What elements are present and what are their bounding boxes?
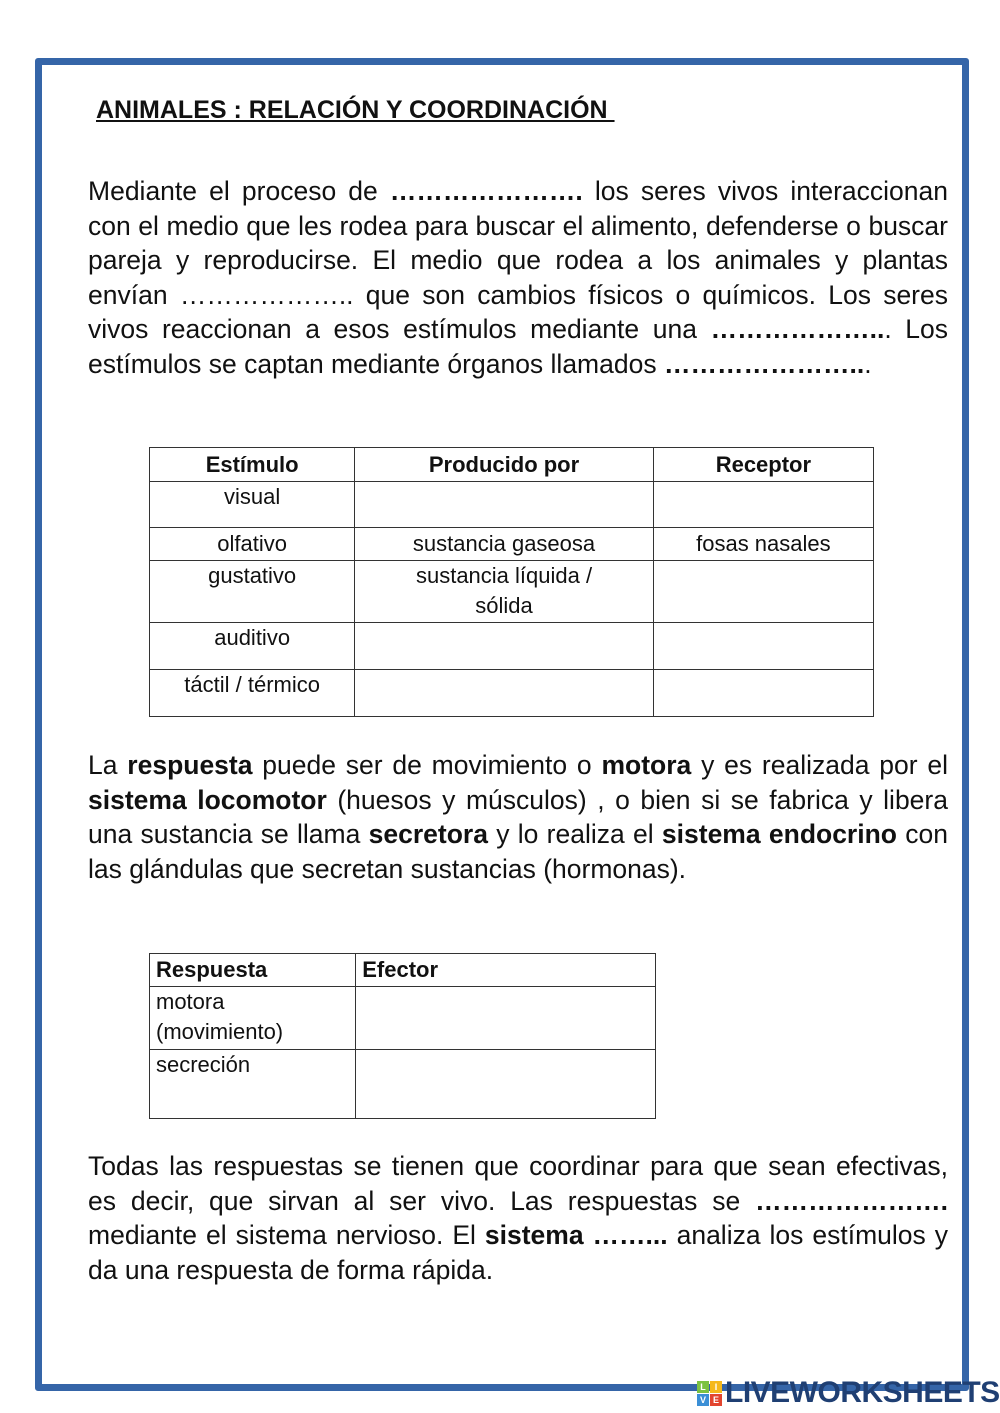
table-row xyxy=(150,1050,656,1119)
cell-effector-input[interactable] xyxy=(356,987,656,1050)
cell-response: motora (movimiento) xyxy=(150,987,356,1050)
header-produced-by: Producido por xyxy=(355,448,653,482)
text-segment: y lo realiza el xyxy=(487,819,662,850)
table-row xyxy=(150,561,874,623)
bold-term: motora xyxy=(601,750,692,780)
cell-response: secreción xyxy=(150,1050,356,1119)
stimuli-table xyxy=(149,447,874,717)
cell-stimulus: auditivo xyxy=(150,623,355,670)
header-response: Respuesta xyxy=(150,954,356,987)
cell-receptor: fosas nasales xyxy=(653,528,873,561)
cell-produced-by-input[interactable] xyxy=(355,482,653,528)
bold-term: sistema endocrino xyxy=(661,819,897,850)
cell-stimulus: visual xyxy=(150,482,355,528)
cell-receptor-input[interactable] xyxy=(653,561,873,623)
cell-produced-by: sustancia gaseosa xyxy=(355,528,653,561)
cell-receptor-input[interactable] xyxy=(653,670,873,717)
logo-tile-v: V xyxy=(697,1394,709,1406)
header-stimulus: Estímulo xyxy=(150,448,355,482)
table-row xyxy=(150,987,656,1050)
cell-receptor-input[interactable] xyxy=(653,623,873,670)
blank-response[interactable]: ……………….. xyxy=(710,314,885,345)
cell-stimulus: táctil / térmico xyxy=(150,670,355,717)
table-row xyxy=(150,670,874,717)
cell-receptor-input[interactable] xyxy=(653,482,873,528)
text-segment: mediante el sistema nervioso. El xyxy=(88,1185,971,1251)
page-title: ANIMALES : RELACIÓN Y COORDINACIÓN xyxy=(96,96,615,124)
logo-tiles-icon xyxy=(697,1381,722,1406)
bold-term: respuesta xyxy=(127,750,253,780)
logo-tile-l: L xyxy=(697,1381,709,1393)
logo-tile-i: I xyxy=(710,1381,722,1393)
coordination-paragraph xyxy=(88,1149,971,1287)
liveworksheets-logo xyxy=(697,1378,1000,1408)
text-segment: puede ser de movimiento o xyxy=(252,750,602,780)
table-row xyxy=(150,528,874,561)
text-segment: Mediante el proceso de xyxy=(88,176,390,206)
text-segment: Todas las respuestas se tienen que coordinar para que sean efectivas, es decir, que sirvan al ser vivo. Las respuestas se xyxy=(88,1151,948,1216)
text-segment: . Los estímulos se captan mediante órganos llamados xyxy=(88,314,949,379)
header-effector: Efector xyxy=(356,954,656,987)
text-segment: La xyxy=(88,750,128,780)
blank-organs[interactable]: ………………….. xyxy=(663,348,865,379)
text-segment: con las glándulas que secretan sustancias (hormonas). xyxy=(88,819,948,884)
text-segment: analiza los estímulos y da una respuesta de forma rápida. xyxy=(88,1220,948,1285)
cell-stimulus: olfativo xyxy=(150,528,355,561)
text-segment: . xyxy=(864,348,872,379)
text-segment: los seres vivos interaccionan con el medio que les rodea para buscar el alimento, defenderse o buscar pareja y reproducirse. El medio que rodea a los animales y plantas envían ……………….. que son cambios físicos o químicos. Los seres vivos reaccionan a esos estímulos mediante una xyxy=(88,176,948,345)
blank-process[interactable]: …………………. xyxy=(389,176,595,206)
logo-text: LIVEWORKSHEETS xyxy=(725,1376,1000,1409)
bold-term: secretora xyxy=(368,819,488,850)
cell-produced-by-input[interactable] xyxy=(355,670,653,717)
cell-effector-input[interactable] xyxy=(356,1050,656,1119)
header-receptor: Receptor xyxy=(653,448,873,482)
cell-stimulus: gustativo xyxy=(150,561,355,623)
logo-tile-e: E xyxy=(710,1394,722,1406)
table-row xyxy=(150,482,874,528)
response-table xyxy=(149,953,656,1119)
table-row xyxy=(150,623,874,670)
blank-coordinate[interactable]: …………………. xyxy=(755,1185,948,1216)
cell-produced-by-input[interactable] xyxy=(355,623,653,670)
intro-paragraph xyxy=(88,174,948,382)
table-header-row xyxy=(150,448,874,482)
response-paragraph xyxy=(88,748,948,886)
text-segment: y es realizada por el xyxy=(691,750,948,780)
cell-produced-by: sustancia líquida / sólida xyxy=(355,561,653,623)
text-segment: (huesos y músculos) , o bien si se fabrica y libera una sustancia se llama xyxy=(88,784,948,850)
table-header-row xyxy=(150,954,656,987)
blank-system[interactable]: sistema ……... xyxy=(484,1220,668,1251)
bold-term: sistema locomotor xyxy=(88,784,327,815)
